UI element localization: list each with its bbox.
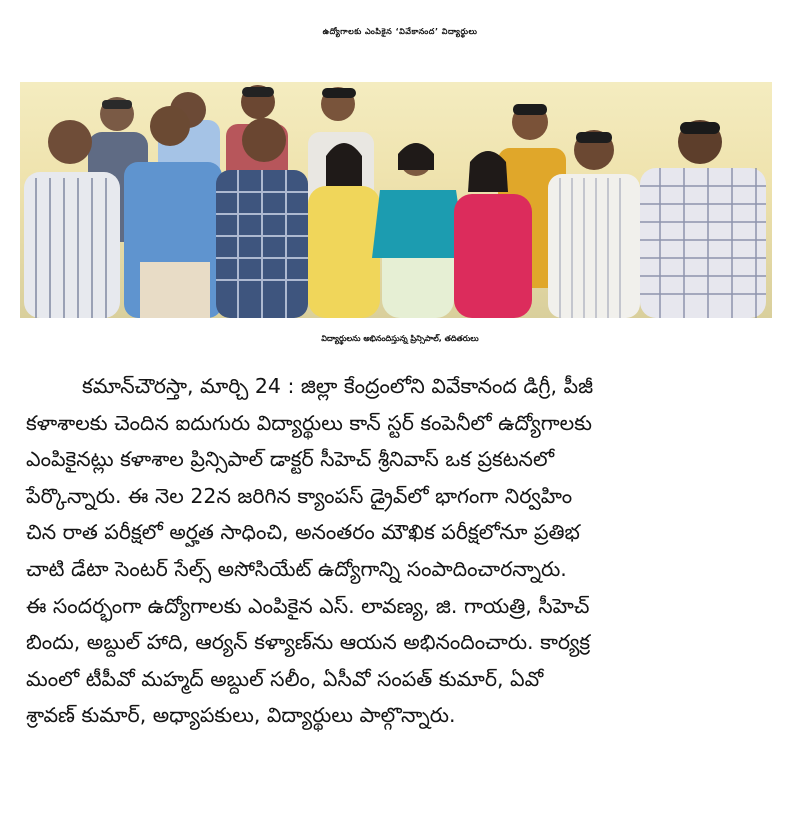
photo-caption: విద్యార్థులను అభినందిస్తున్న ప్రిన్సిపాల్‌, తదితరులు [321,334,479,343]
article-line: బిందు, అబ్దుల్‌ హాది, ఆర్యన్‌ కళ్యాణ్‌ను ఆయన అభినందించారు. కార్యక్ర [26,630,591,655]
article-line: శ్రావణ్‌ కుమార్‌, అధ్యాపకులు, విద్యార్థులు పాల్గొన్నారు. [26,703,456,728]
headline: ఉద్యోగాలకు ఎంపికైన ‘వివేకానంద’ విద్యార్థులు [322,27,478,36]
group-photo [20,82,772,318]
article-body [26,368,778,734]
article-line: మంలో టీపీవో మహ్మద్‌ అబ్దుల్‌ సలీం, ఏసీవో సంపత్‌ కుమార్‌, ఏవో [26,666,544,691]
article-line: ఎంపికైనట్లు కళాశాల ప్రిన్సిపాల్‌ డాక్టర్‌ సీహెచ్‌ శ్రీనివాస్‌ ఒక ప్రకటనలో [26,447,555,472]
article-line: ఈ సందర్భంగా ఉద్యోగాలకు ఎంపికైన ఎస్‌. లావణ్య, జి. గాయత్రి, సీహెచ్‌ [26,593,590,618]
article-line: కమాన్‌చౌరస్తా, మార్చి 24 : జిల్లా కేంద్రంలోని వివేకానంద డిగ్రీ, పీజీ [82,374,594,398]
group-photo-illustration [20,82,772,318]
article-line: చాటి డేటా సెంటర్‌ సేల్స్‌ అసోసియేట్‌ ఉద్యోగాన్ని సంపాదించారన్నారు. [26,556,567,581]
article-line: పేర్కొన్నారు. ఈ నెల 22న జరిగిన క్యాంపస్‌ డ్రైవ్‌లో భాగంగా నిర్వహిం [26,483,573,508]
article-line: కళాశాలకు చెందిన ఐదుగురు విద్యార్థులు కాన్‌ స్టర్‌ కంపెనీలో ఉద్యోగాలకు [26,410,592,435]
article-line: చిన రాత పరీక్షలో అర్హత సాధించి, అనంతరం మౌఖిక పరీక్షలోనూ ప్రతిభ [26,520,580,545]
